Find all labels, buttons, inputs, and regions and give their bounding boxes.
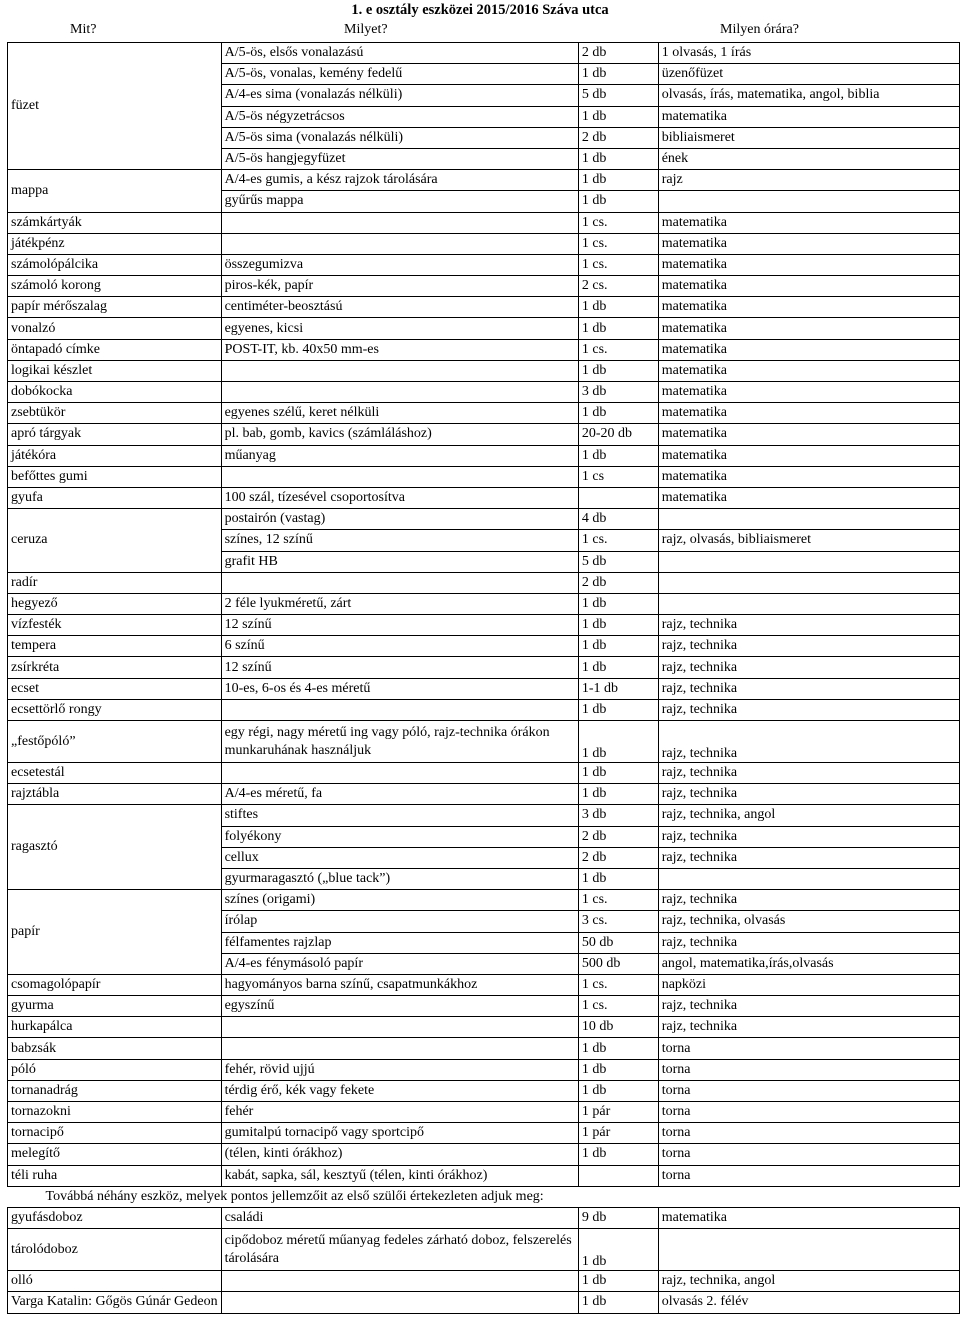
item-description: kabát, sapka, sál, kesztyű (télen, kinti órákhoz) xyxy=(221,1165,578,1186)
item-usage: torna xyxy=(658,1059,959,1080)
item-usage: rajz, technika xyxy=(658,826,959,847)
item-quantity: 1 db xyxy=(578,1271,658,1292)
item-quantity: 1 db xyxy=(578,636,658,657)
item-description: családi xyxy=(221,1207,578,1228)
item-description: félfamentes rajzlap xyxy=(221,932,578,953)
item-usage: olvasás 2. félév xyxy=(658,1292,959,1313)
item-quantity: 5 db xyxy=(578,551,658,572)
item-category: hegyező xyxy=(8,593,222,614)
item-category: tornanadrág xyxy=(8,1080,222,1101)
item-category: olló xyxy=(8,1271,222,1292)
item-category: dobókocka xyxy=(8,382,222,403)
item-description: POST-IT, kb. 40x50 mm-es xyxy=(221,339,578,360)
item-quantity: 1 db xyxy=(578,699,658,720)
table-row xyxy=(8,487,960,508)
table-row xyxy=(8,615,960,636)
table-row xyxy=(8,276,960,297)
item-quantity: 3 db xyxy=(578,382,658,403)
item-category: játékpénz xyxy=(8,233,222,254)
table-row xyxy=(8,636,960,657)
item-quantity: 1 pár xyxy=(578,1102,658,1123)
table-row xyxy=(8,657,960,678)
item-quantity: 2 db xyxy=(578,847,658,868)
item-usage xyxy=(658,1229,959,1271)
item-quantity: 1 db xyxy=(578,191,658,212)
item-description: postairón (vastag) xyxy=(221,509,578,530)
item-description xyxy=(221,572,578,593)
item-description xyxy=(221,382,578,403)
item-description: 10-es, 6-os és 4-es méretű xyxy=(221,678,578,699)
item-usage: matematika xyxy=(658,403,959,424)
item-category: mappa xyxy=(8,170,222,212)
item-quantity xyxy=(578,487,658,508)
table-row xyxy=(8,1271,960,1292)
table-row xyxy=(8,805,960,826)
table-row xyxy=(8,1207,960,1228)
item-usage: matematika xyxy=(658,424,959,445)
table-row xyxy=(8,1229,960,1271)
item-quantity: 1 cs. xyxy=(578,233,658,254)
item-usage xyxy=(658,572,959,593)
table-row xyxy=(8,297,960,318)
item-quantity: 1 db xyxy=(578,297,658,318)
item-quantity: 1 cs. xyxy=(578,212,658,233)
item-category: öntapadó címke xyxy=(8,339,222,360)
item-description: összegumizva xyxy=(221,254,578,275)
item-usage: matematika xyxy=(658,276,959,297)
item-quantity: 1 db xyxy=(578,1038,658,1059)
item-description: 12 színű xyxy=(221,657,578,678)
item-usage: rajz, technika xyxy=(658,657,959,678)
item-quantity: 1 db xyxy=(578,318,658,339)
item-description: A/4-es gumis, a kész rajzok tárolására xyxy=(221,170,578,191)
item-quantity: 1 cs xyxy=(578,466,658,487)
item-usage: matematika xyxy=(658,382,959,403)
item-description: A/5-ös, elsős vonalazású xyxy=(221,43,578,64)
table-row xyxy=(8,763,960,784)
table-row xyxy=(8,1165,960,1186)
item-category: apró tárgyak xyxy=(8,424,222,445)
document-title: 1. e osztály eszközei 2015/2016 Száva utca xyxy=(351,2,609,18)
item-description: hagyományos barna színű, csapatmunkákhoz xyxy=(221,974,578,995)
table-row xyxy=(8,509,960,530)
table-row xyxy=(8,890,960,911)
item-category: logikai készlet xyxy=(8,360,222,381)
table-row xyxy=(8,1038,960,1059)
item-quantity: 2 db xyxy=(578,572,658,593)
item-description xyxy=(221,466,578,487)
item-category: tempera xyxy=(8,636,222,657)
item-usage: rajz, olvasás, bibliaismeret xyxy=(658,530,959,551)
item-usage: matematika xyxy=(658,233,959,254)
item-usage: bibliaismeret xyxy=(658,127,959,148)
item-description: 2 féle lyukméretű, zárt xyxy=(221,593,578,614)
item-usage: matematika xyxy=(658,360,959,381)
item-usage: angol, matematika,írás,olvasás xyxy=(658,953,959,974)
item-description xyxy=(221,1017,578,1038)
item-description: gyurmaragasztó („blue tack”) xyxy=(221,868,578,889)
item-quantity: 1 db xyxy=(578,403,658,424)
item-quantity: 1 db xyxy=(578,721,658,763)
table-row xyxy=(8,996,960,1017)
item-quantity: 1 cs. xyxy=(578,974,658,995)
item-quantity: 500 db xyxy=(578,953,658,974)
item-description: egyenes, kicsi xyxy=(221,318,578,339)
item-description: A/5-ös, vonalas, kemény fedelű xyxy=(221,64,578,85)
item-category: hurkapálca xyxy=(8,1017,222,1038)
table-row xyxy=(8,699,960,720)
table-row xyxy=(8,318,960,339)
table-row xyxy=(8,974,960,995)
item-description: stiftes xyxy=(221,805,578,826)
item-quantity xyxy=(578,1165,658,1186)
item-quantity: 2 db xyxy=(578,43,658,64)
item-usage xyxy=(658,868,959,889)
item-description: egyszínű xyxy=(221,996,578,1017)
item-usage: rajz, technika xyxy=(658,678,959,699)
item-quantity: 10 db xyxy=(578,1017,658,1038)
table-row xyxy=(8,593,960,614)
item-quantity: 1 db xyxy=(578,148,658,169)
item-quantity: 3 db xyxy=(578,805,658,826)
item-category: rajztábla xyxy=(8,784,222,805)
table-row xyxy=(8,678,960,699)
item-description: 12 színű xyxy=(221,615,578,636)
item-quantity: 1 db xyxy=(578,445,658,466)
item-category: számoló korong xyxy=(8,276,222,297)
item-category: játékóra xyxy=(8,445,222,466)
item-usage: torna xyxy=(658,1123,959,1144)
item-description: folyékony xyxy=(221,826,578,847)
item-usage: torna xyxy=(658,1080,959,1101)
item-quantity: 1 cs. xyxy=(578,530,658,551)
item-usage: rajz, technika xyxy=(658,721,959,763)
item-quantity: 2 cs. xyxy=(578,276,658,297)
table-row xyxy=(8,1017,960,1038)
table-row xyxy=(8,721,960,763)
item-quantity: 1 cs. xyxy=(578,890,658,911)
item-quantity: 1 db xyxy=(578,593,658,614)
item-description: (télen, kinti órákhoz) xyxy=(221,1144,578,1165)
item-usage: matematika xyxy=(658,339,959,360)
item-category: ecsetestál xyxy=(8,763,222,784)
header-what: Mit? xyxy=(70,22,97,37)
table-row xyxy=(8,360,960,381)
table-row xyxy=(8,170,960,191)
item-usage: rajz, technika, angol xyxy=(658,1271,959,1292)
item-usage: rajz, technika xyxy=(658,615,959,636)
item-category: melegítő xyxy=(8,1144,222,1165)
item-usage: matematika xyxy=(658,212,959,233)
table-row xyxy=(8,382,960,403)
item-quantity: 1 cs. xyxy=(578,996,658,1017)
item-usage: torna xyxy=(658,1102,959,1123)
item-description: A/5-ös négyzetrácsos xyxy=(221,106,578,127)
item-description: piros-kék, papír xyxy=(221,276,578,297)
table-row xyxy=(8,43,960,64)
item-category: ecsettörlő rongy xyxy=(8,699,222,720)
item-category: Varga Katalin: Gőgös Gúnár Gedeon xyxy=(8,1292,222,1313)
item-quantity: 1 db xyxy=(578,784,658,805)
table-row xyxy=(8,1102,960,1123)
table-row xyxy=(8,466,960,487)
item-description: színes, 12 színű xyxy=(221,530,578,551)
item-description xyxy=(221,763,578,784)
item-usage xyxy=(658,551,959,572)
item-usage: matematika xyxy=(658,445,959,466)
item-usage xyxy=(658,593,959,614)
item-quantity: 1 db xyxy=(578,360,658,381)
item-category: papír xyxy=(8,890,222,975)
table-row xyxy=(8,424,960,445)
item-usage: matematika xyxy=(658,1207,959,1228)
item-usage: rajz, technika xyxy=(658,763,959,784)
item-category: zsírkréta xyxy=(8,657,222,678)
item-description xyxy=(221,1292,578,1313)
item-usage: üzenőfüzet xyxy=(658,64,959,85)
item-description: pl. bab, gomb, kavics (számláláshoz) xyxy=(221,424,578,445)
supply-table xyxy=(7,42,960,1314)
item-usage: matematika xyxy=(658,487,959,508)
table-row xyxy=(8,784,960,805)
item-usage: torna xyxy=(658,1038,959,1059)
item-usage: rajz, technika xyxy=(658,932,959,953)
item-category: zsebtükör xyxy=(8,403,222,424)
item-quantity: 1 db xyxy=(578,657,658,678)
additional-items-note: Továbbá néhány eszköz, melyek pontos jellemzőit az első szülői értekezleten adjuk meg: xyxy=(45,1188,544,1204)
item-description xyxy=(221,1038,578,1059)
item-category: számkártyák xyxy=(8,212,222,233)
item-quantity: 3 cs. xyxy=(578,911,658,932)
item-quantity: 1 cs. xyxy=(578,254,658,275)
item-quantity: 1 db xyxy=(578,64,658,85)
item-usage: rajz, technika xyxy=(658,636,959,657)
item-description: cipődoboz méretű műanyag fedeles zárható doboz, felszerelés tárolására xyxy=(221,1229,578,1271)
note-row xyxy=(8,1186,960,1207)
item-usage: rajz, technika xyxy=(658,890,959,911)
table-row xyxy=(8,572,960,593)
item-description: grafit HB xyxy=(221,551,578,572)
item-usage xyxy=(658,509,959,530)
item-category: „festőpóló” xyxy=(8,721,222,763)
item-quantity: 1 db xyxy=(578,1144,658,1165)
item-description: A/4-es sima (vonalazás nélküli) xyxy=(221,85,578,106)
header-which-class: Milyen órára? xyxy=(720,22,799,37)
item-category: ragasztó xyxy=(8,805,222,890)
item-quantity: 1-1 db xyxy=(578,678,658,699)
item-category: papír mérőszalag xyxy=(8,297,222,318)
item-category: tornacipő xyxy=(8,1123,222,1144)
table-row xyxy=(8,1059,960,1080)
item-usage: rajz, technika xyxy=(658,1017,959,1038)
item-category: ceruza xyxy=(8,509,222,573)
item-category: tornazokni xyxy=(8,1102,222,1123)
table-row xyxy=(8,1292,960,1313)
item-description: egy régi, nagy méretű ing vagy póló, rajz-technika órákon munkaruhának használjuk xyxy=(221,721,578,763)
item-category: gyufa xyxy=(8,487,222,508)
item-description: írólap xyxy=(221,911,578,932)
item-quantity: 1 db xyxy=(578,1080,658,1101)
item-description xyxy=(221,1271,578,1292)
item-description: műanyag xyxy=(221,445,578,466)
item-category: befőttes gumi xyxy=(8,466,222,487)
item-description: 100 szál, tízesével csoportosítva xyxy=(221,487,578,508)
item-quantity: 1 db xyxy=(578,106,658,127)
item-quantity: 1 db xyxy=(578,615,658,636)
item-quantity: 1 cs. xyxy=(578,339,658,360)
item-description: fehér xyxy=(221,1102,578,1123)
item-category: vízfesték xyxy=(8,615,222,636)
item-quantity: 9 db xyxy=(578,1207,658,1228)
item-description: A/4-es fénymásoló papír xyxy=(221,953,578,974)
item-usage: matematika xyxy=(658,466,959,487)
item-category: ecset xyxy=(8,678,222,699)
item-usage: torna xyxy=(658,1165,959,1186)
item-quantity: 1 db xyxy=(578,1229,658,1271)
item-category: póló xyxy=(8,1059,222,1080)
item-description xyxy=(221,233,578,254)
item-description: 6 színű xyxy=(221,636,578,657)
item-usage: napközi xyxy=(658,974,959,995)
item-usage xyxy=(658,191,959,212)
item-quantity: 2 db xyxy=(578,826,658,847)
item-description: fehér, rövid ujjú xyxy=(221,1059,578,1080)
item-category: babzsák xyxy=(8,1038,222,1059)
table-row xyxy=(8,212,960,233)
item-usage: 1 olvasás, 1 írás xyxy=(658,43,959,64)
header-kind: Milyet? xyxy=(344,22,388,37)
item-usage: olvasás, írás, matematika, angol, biblia xyxy=(658,85,959,106)
item-description: A/5-ös sima (vonalazás nélküli) xyxy=(221,127,578,148)
table-row xyxy=(8,1123,960,1144)
item-quantity: 1 db xyxy=(578,1059,658,1080)
table-row xyxy=(8,233,960,254)
item-description xyxy=(221,699,578,720)
item-description xyxy=(221,360,578,381)
item-description: gumitalpú tornacipő vagy sportcipő xyxy=(221,1123,578,1144)
table-row xyxy=(8,254,960,275)
item-description: centiméter-beosztású xyxy=(221,297,578,318)
item-usage: matematika xyxy=(658,254,959,275)
item-usage: rajz, technika, angol xyxy=(658,805,959,826)
item-description xyxy=(221,212,578,233)
item-usage: rajz xyxy=(658,170,959,191)
item-quantity: 1 db xyxy=(578,1292,658,1313)
item-usage: rajz, technika xyxy=(658,847,959,868)
item-description: színes (origami) xyxy=(221,890,578,911)
item-quantity: 2 db xyxy=(578,127,658,148)
item-category: tárolódoboz xyxy=(8,1229,222,1271)
item-usage: matematika xyxy=(658,106,959,127)
item-usage: matematika xyxy=(658,318,959,339)
item-category: gyurma xyxy=(8,996,222,1017)
item-usage: matematika xyxy=(658,297,959,318)
item-description: cellux xyxy=(221,847,578,868)
item-quantity: 4 db xyxy=(578,509,658,530)
item-usage: torna xyxy=(658,1144,959,1165)
item-category: csomagolópapír xyxy=(8,974,222,995)
table-row xyxy=(8,403,960,424)
table-row xyxy=(8,445,960,466)
item-quantity: 20-20 db xyxy=(578,424,658,445)
item-description: egyenes szélű, keret nélküli xyxy=(221,403,578,424)
item-quantity: 1 db xyxy=(578,170,658,191)
table-row xyxy=(8,339,960,360)
item-category: radír xyxy=(8,572,222,593)
item-category: számolópálcika xyxy=(8,254,222,275)
item-quantity: 1 pár xyxy=(578,1123,658,1144)
item-category: gyufásdoboz xyxy=(8,1207,222,1228)
item-usage: rajz, technika xyxy=(658,784,959,805)
item-quantity: 5 db xyxy=(578,85,658,106)
item-quantity: 1 db xyxy=(578,763,658,784)
item-usage: ének xyxy=(658,148,959,169)
item-category: téli ruha xyxy=(8,1165,222,1186)
item-category: füzet xyxy=(8,43,222,170)
item-description: A/5-ös hangjegyfüzet xyxy=(221,148,578,169)
item-description: gyűrűs mappa xyxy=(221,191,578,212)
item-usage: rajz, technika xyxy=(658,996,959,1017)
item-category: vonalzó xyxy=(8,318,222,339)
item-quantity: 1 db xyxy=(578,868,658,889)
table-row xyxy=(8,1144,960,1165)
item-quantity: 50 db xyxy=(578,932,658,953)
item-description: A/4-es méretű, fa xyxy=(221,784,578,805)
table-row xyxy=(8,1080,960,1101)
item-usage: rajz, technika, olvasás xyxy=(658,911,959,932)
item-usage: rajz, technika xyxy=(658,699,959,720)
item-description: térdig érő, kék vagy fekete xyxy=(221,1080,578,1101)
